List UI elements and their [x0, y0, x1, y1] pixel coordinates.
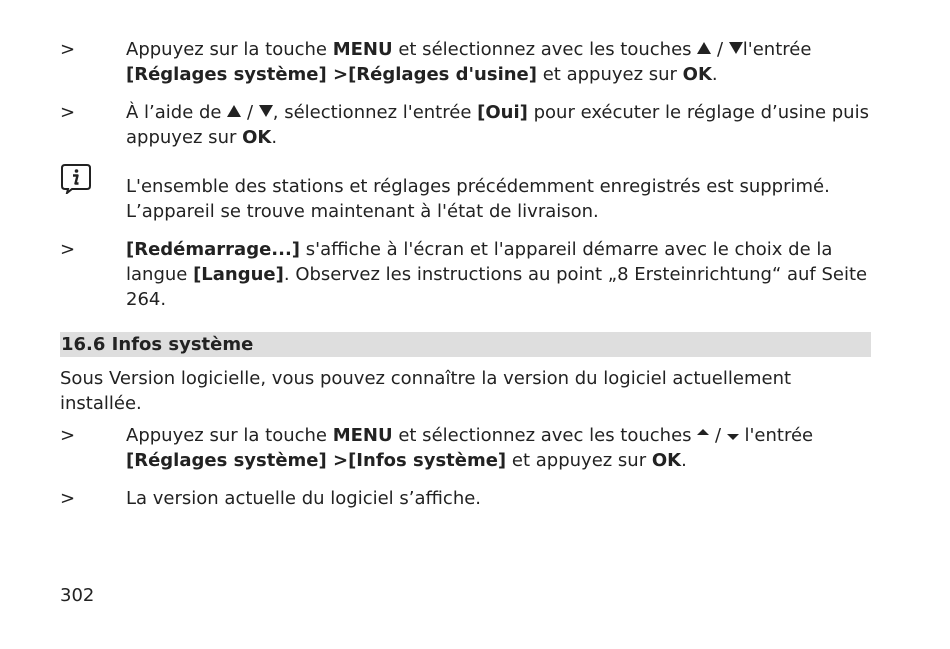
step-text: Appuyez sur la touche MENU et sélectionnez avec les touches / l'entrée [Réglages système] >[Réglages d'usine] et appuyez sur OK. [126, 39, 812, 85]
step-marker: > [60, 488, 76, 509]
info-note [60, 162, 872, 224]
menu-path: [Réglages système] >[Infos système] [126, 450, 507, 471]
info-icon [60, 162, 92, 194]
arrow-down-icon [727, 434, 739, 440]
section-intro: Sous Version logicielle, vous pouvez connaître la version du logiciel actuellement installée. [60, 368, 792, 414]
arrow-down-icon [729, 42, 743, 54]
arrow-up-icon [697, 42, 711, 54]
ok-key: OK [242, 127, 272, 148]
language-label: [Langue] [193, 264, 284, 285]
step-item [60, 423, 872, 473]
option-oui: [Oui] [477, 102, 528, 123]
step-marker: > [60, 425, 76, 446]
ok-key: OK [682, 64, 712, 85]
step-item [60, 486, 872, 511]
arrow-up-icon [697, 429, 709, 435]
arrow-down-icon [259, 105, 273, 117]
step-text: À l’aide de / , sélectionnez l'entrée [Oui] pour exécuter le réglage d’usine puis appuyez sur OK. [126, 102, 869, 148]
step-text: La version actuelle du logiciel s’affiche. [126, 488, 482, 509]
arrow-up-icon [227, 105, 241, 117]
step-text: Appuyez sur la touche MENU et sélectionnez avec les touches / l'entrée [Réglages système] >[Infos système] et appuyez sur OK. [126, 425, 814, 471]
step-item [60, 237, 872, 312]
ok-key: OK [651, 450, 682, 471]
section-heading: 16.6 Infos système [60, 332, 871, 357]
step-marker: > [60, 39, 76, 60]
menu-path: [Réglages système] >[Réglages d'usine] [126, 64, 537, 85]
step-item [60, 100, 872, 150]
step-marker: > [60, 102, 76, 123]
step-text: [Redémarrage...] s'affiche à l'écran et l'appareil démarre avec le choix de la langue [Langue]. Observez les instructions au point „8 Ersteinrichtung“ auf Seite 264. [126, 239, 868, 310]
restart-label: [Redémarrage...] [126, 239, 301, 260]
page-number: 302 [60, 585, 95, 606]
step-marker: > [60, 239, 76, 260]
menu-key: MENU [332, 39, 393, 60]
step-item [60, 37, 872, 87]
menu-key: MENU [332, 425, 393, 446]
note-text: L'ensemble des stations et réglages précédemment enregistrés est supprimé. L’appareil se trouve maintenant à l'état de livraison. [126, 176, 830, 222]
